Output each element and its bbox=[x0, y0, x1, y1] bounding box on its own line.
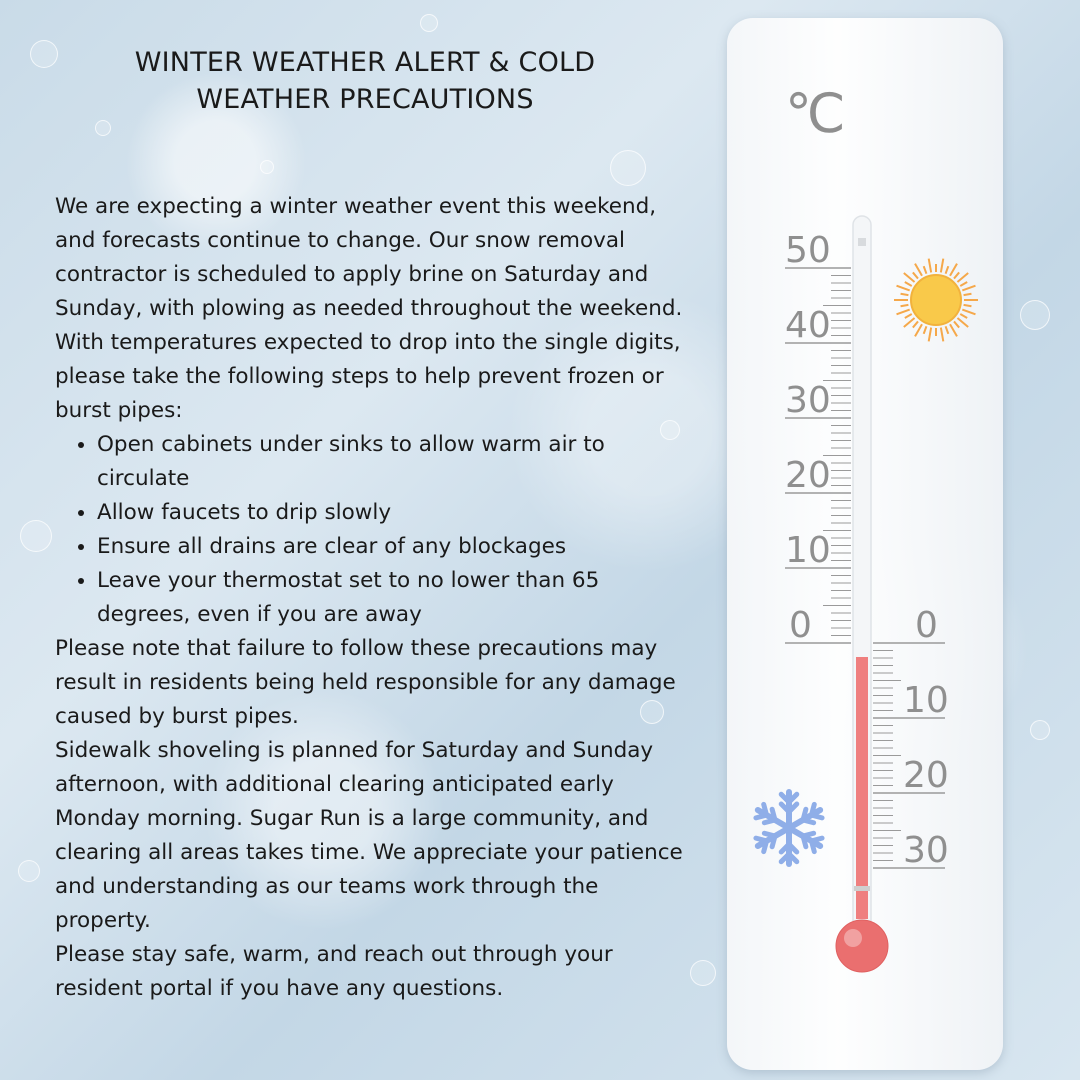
sun-ray bbox=[904, 273, 915, 282]
scale-label-neg-30: 30 bbox=[903, 830, 949, 871]
snowflake-branch bbox=[756, 838, 767, 841]
sun-ray bbox=[915, 324, 922, 336]
sun-ray bbox=[897, 310, 910, 315]
snowflake-branch bbox=[772, 809, 775, 820]
title-line-2: WEATHER PRECAUTIONS bbox=[196, 84, 534, 115]
list-item: • Ensure all drains are clear of any blockages bbox=[97, 530, 685, 564]
mercury-ring bbox=[854, 886, 870, 891]
sun-ray bbox=[957, 318, 968, 327]
sun-ray bbox=[950, 324, 957, 336]
scale-label-10: 10 bbox=[785, 530, 831, 571]
sun-ray bbox=[913, 272, 918, 278]
scale-label-0-right: 0 bbox=[915, 605, 938, 646]
sun-ray bbox=[950, 264, 957, 276]
tube-cap bbox=[858, 238, 866, 246]
snowflake-branch bbox=[764, 833, 775, 836]
thermometer bbox=[727, 18, 1003, 1070]
sun-ray bbox=[960, 282, 967, 286]
scale-label-50: 50 bbox=[785, 230, 831, 271]
snowflake-branch bbox=[811, 815, 822, 818]
sun-ray bbox=[960, 314, 967, 318]
sun-ray bbox=[957, 273, 968, 282]
sun-ray bbox=[941, 259, 943, 273]
sun-icon bbox=[894, 259, 978, 342]
bulb-highlight bbox=[844, 929, 862, 947]
celsius-unit-label: ℃ bbox=[785, 82, 846, 145]
page-title bbox=[120, 44, 610, 118]
sun-ray bbox=[897, 286, 910, 291]
sun-ray bbox=[924, 326, 927, 334]
snowflake-branch bbox=[764, 804, 767, 815]
announcement-body bbox=[55, 190, 685, 1006]
sun-ray bbox=[954, 272, 959, 278]
paragraph-responsibility: Please note that failure to follow these precautions may result in residents being held responsible for any damage caused by burst pipes. bbox=[55, 636, 676, 729]
sun-ray bbox=[904, 318, 915, 327]
sun-ray bbox=[901, 294, 909, 295]
sun-ray bbox=[915, 264, 922, 276]
snowflake-branch bbox=[803, 820, 814, 823]
snowflake-branch bbox=[811, 841, 814, 852]
precautions-list bbox=[55, 428, 685, 632]
scale-label-30: 30 bbox=[785, 380, 831, 421]
sun-ray bbox=[964, 305, 972, 306]
sun-ray bbox=[929, 259, 931, 273]
sun-ray bbox=[905, 282, 912, 286]
scale-label-neg-20: 20 bbox=[903, 755, 949, 796]
sun-ray bbox=[954, 321, 959, 327]
sun-ray bbox=[962, 286, 975, 291]
thermometer-card bbox=[727, 18, 1003, 1070]
thermometer-bulb bbox=[836, 920, 888, 972]
paragraph-weather-event: We are expecting a winter weather event this weekend, and forecasts continue to change. Our snow removal contractor is scheduled to apply brine on Saturday and Sunday, with plowing as needed throughout the weekend. bbox=[55, 194, 683, 321]
paragraph-temperature-steps: With temperatures expected to drop into the single digits, please take the following steps to help prevent frozen or burst pipes: bbox=[55, 330, 681, 423]
scale-label-20: 20 bbox=[785, 455, 831, 496]
list-item: • Allow faucets to drip slowly bbox=[97, 496, 685, 530]
sun-ray bbox=[924, 266, 927, 274]
list-item: • Leave your thermostat set to no lower than 65 degrees, even if you are away bbox=[97, 564, 685, 632]
snowflake-icon bbox=[756, 792, 822, 864]
sun-ray bbox=[946, 326, 949, 334]
sun-ray bbox=[964, 294, 972, 295]
sun-ray bbox=[901, 305, 909, 306]
mercury-column bbox=[856, 657, 868, 919]
scale-label-neg-10: 10 bbox=[903, 680, 949, 721]
snowflake-branch bbox=[803, 836, 806, 847]
sun-ray bbox=[929, 328, 931, 342]
sun-ray bbox=[913, 321, 918, 327]
title-line-1: WINTER WEATHER ALERT & COLD bbox=[134, 47, 596, 78]
sun-ray bbox=[946, 266, 949, 274]
sun-ray bbox=[941, 328, 943, 342]
paragraph-stay-safe: Please stay safe, warm, and reach out through your resident portal if you have any questions. bbox=[55, 942, 613, 1001]
scale-label-40: 40 bbox=[785, 305, 831, 346]
paragraph-shoveling: Sidewalk shoveling is planned for Saturday and Sunday afternoon, with additional clearing anticipated early Monday morning. Sugar Run is a large community, and clearing all areas takes time. We appreciate your patience and understanding as our teams work through the property. bbox=[55, 738, 683, 933]
scale-label-0-left: 0 bbox=[789, 605, 812, 646]
sun-ray bbox=[905, 314, 912, 318]
list-item: • Open cabinets under sinks to allow warm air to circulate bbox=[97, 428, 685, 496]
sun-ray bbox=[962, 310, 975, 315]
